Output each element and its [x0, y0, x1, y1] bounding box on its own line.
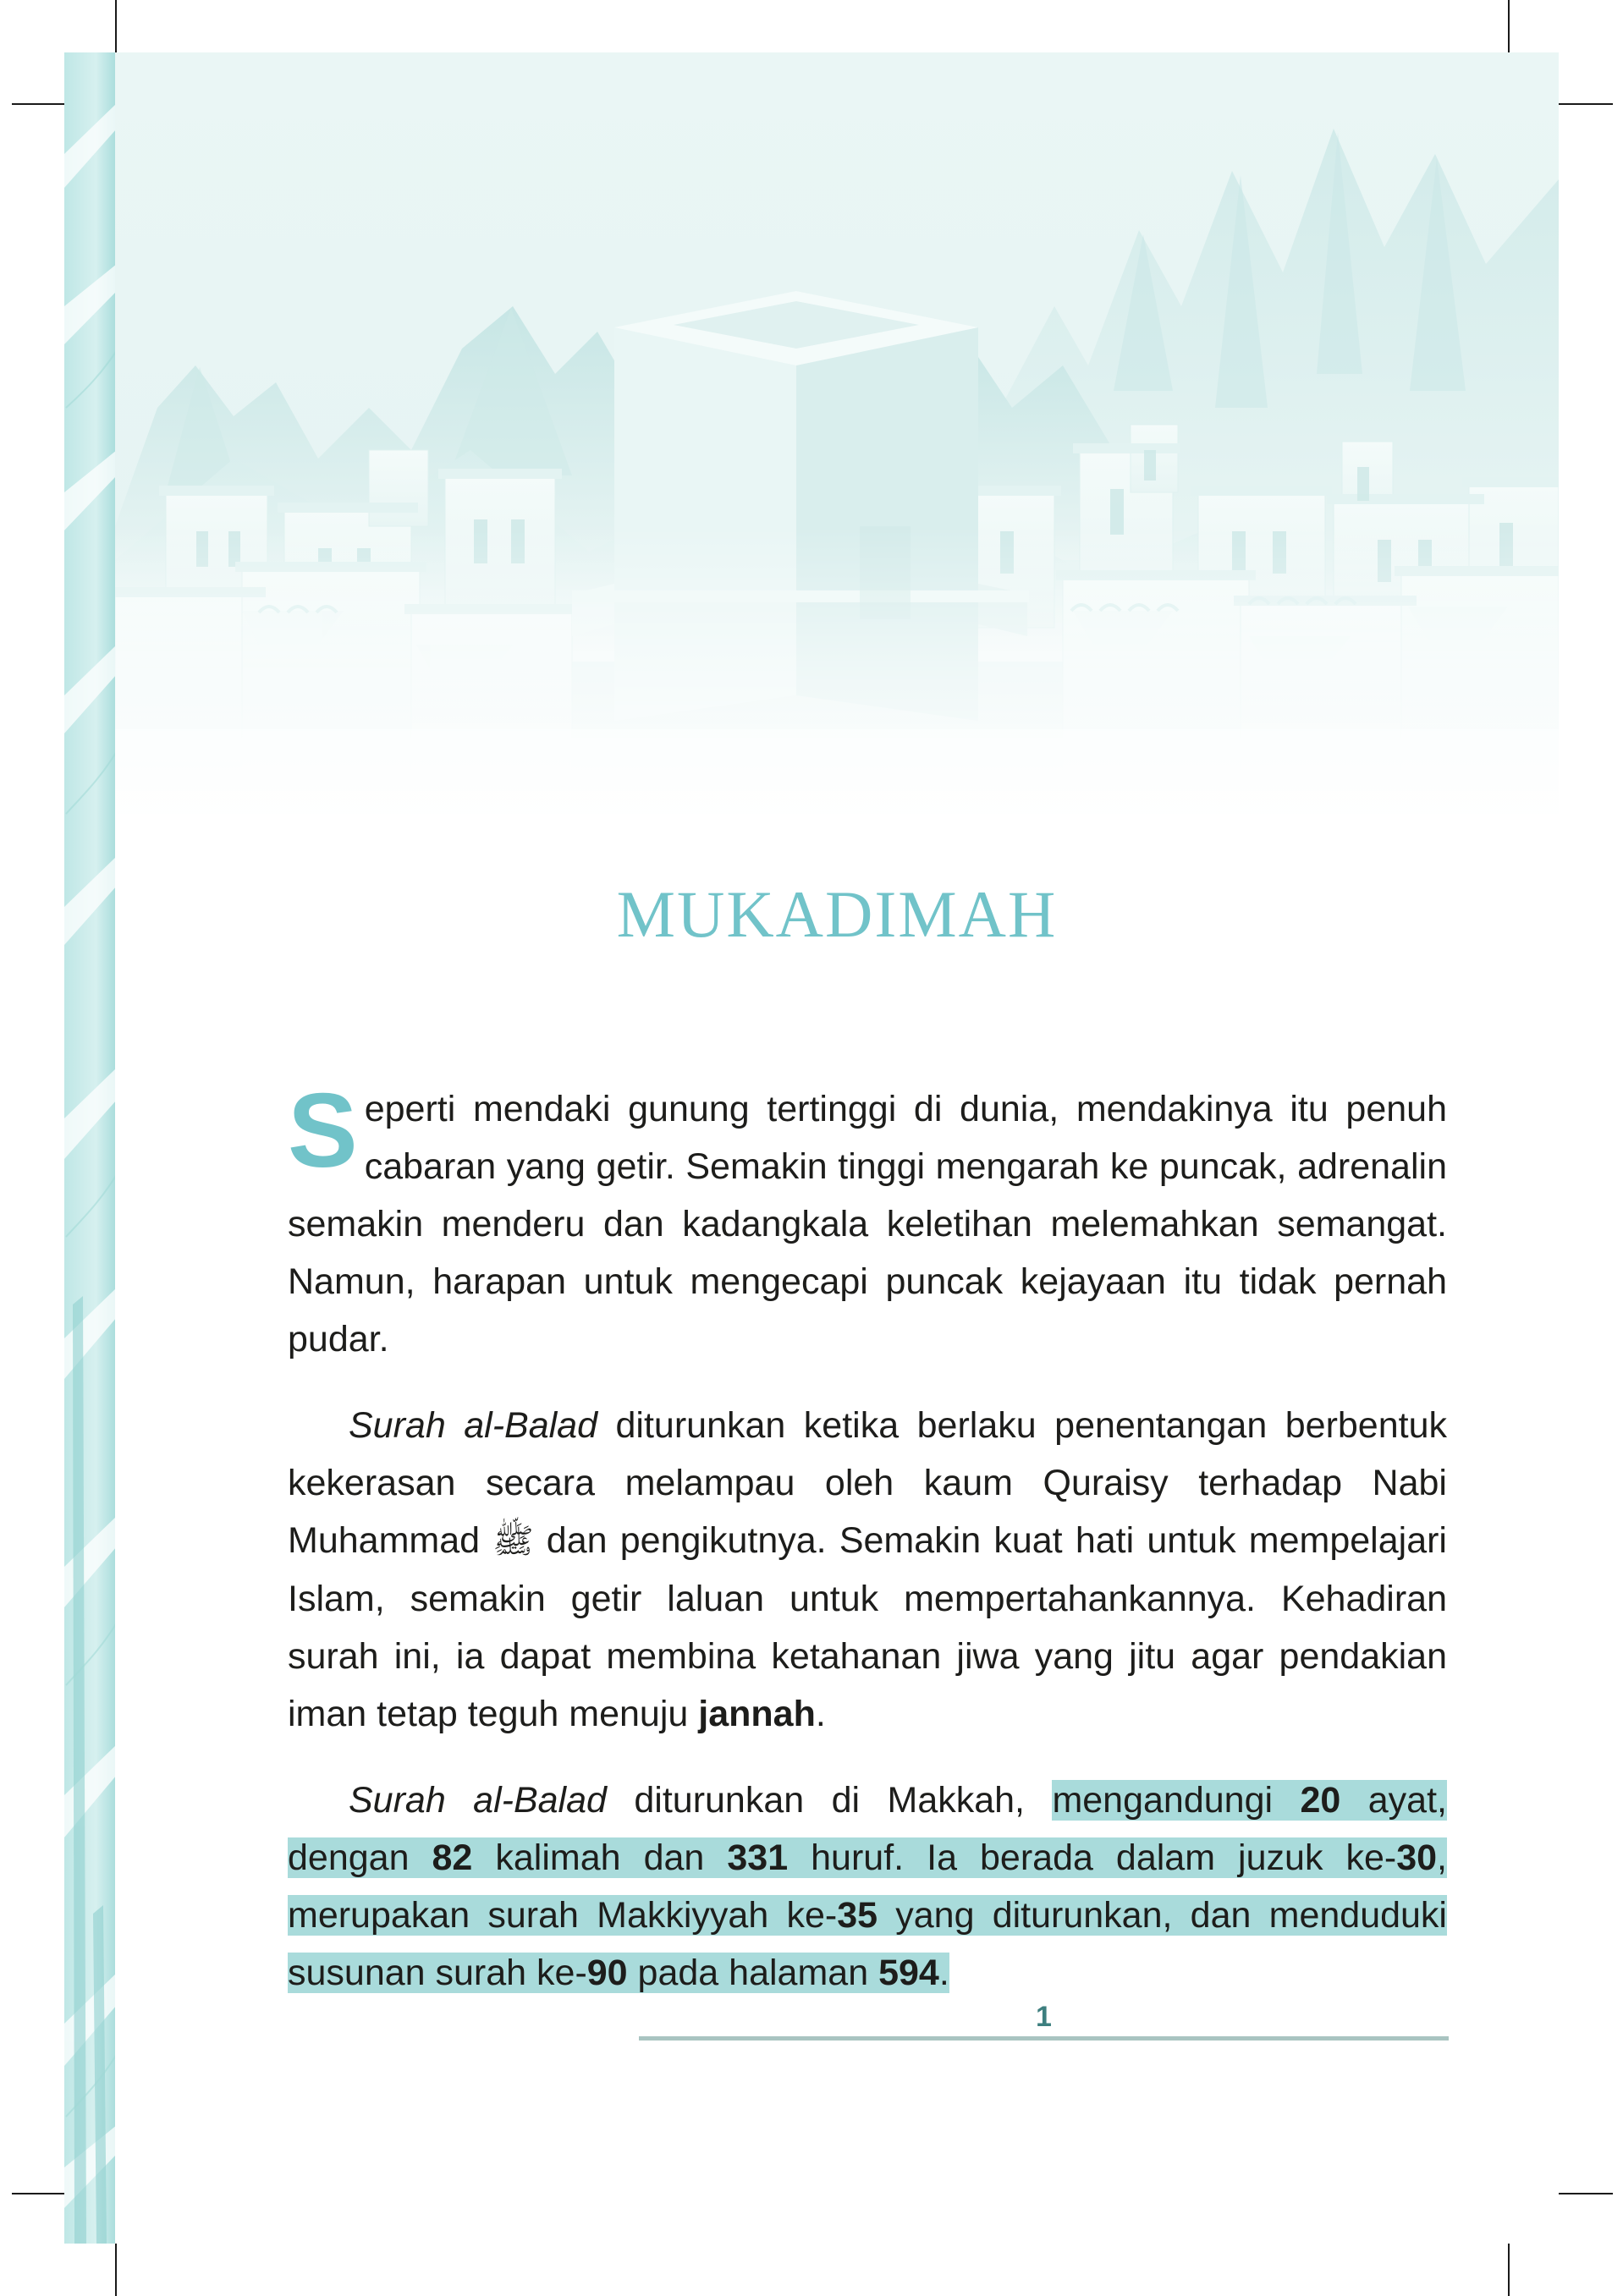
page-title: MUKADIMAH [616, 877, 1058, 951]
jannah-bold: jannah [698, 1694, 816, 1734]
surah-name-italic: Surah al-Balad [349, 1405, 598, 1446]
printed-page [115, 52, 1559, 2244]
crop-mark-bottom-right-vertical [1508, 2244, 1510, 2296]
paragraph-1-text: eperti mendaki gunung tertinggi di dunia, mendakinya itu penuh cabaran yang getir. Semakin tinggi mengarah ke puncak, adrenalin semakin menderu dan kadangkala keletihan melemahkan semangat. Namun, harapan untuk mengecapi puncak kejayaan itu tidak pernah pudar. [288, 1089, 1447, 1359]
paragraph-2-segment-2: dan pengikutnya. Semakin kuat hati untuk mempelajari Islam, semakin getir laluan untuk mempertahankannya. Kehadiran surah ini, ia dapat membina ketahanan jiwa yang jitu agar pendakian iman tetap teguh menuju [288, 1520, 1447, 1734]
crop-mark-bottom-right-horizontal [1559, 2193, 1613, 2194]
juzuk-number: 30 [1396, 1837, 1438, 1878]
sallallahu-alayhi-wasallam-glyph: ﷺ [492, 1523, 534, 1560]
hl-seg-7: pada halaman [627, 1953, 879, 1993]
paragraph-3 [288, 1771, 1447, 2002]
ayat-count: 20 [1300, 1780, 1341, 1821]
header-illustration [115, 52, 1559, 814]
hl-seg-6: yang diturunkan, dan menduduki susunan surah ke- [288, 1895, 1447, 1993]
paragraph-3-segment-1: diturunkan di Makkah, [606, 1780, 1053, 1821]
hl-seg-2: ayat, dengan [288, 1780, 1447, 1878]
page-number: 1 [1036, 2001, 1052, 2033]
crop-mark-top-left-horizontal [12, 103, 66, 105]
hl-seg-3: kalimah dan [472, 1837, 728, 1878]
hl-seg-1: mengandungi [1052, 1780, 1301, 1821]
page-footer [639, 2002, 1449, 2041]
paragraph-2-segment-3: . [815, 1694, 826, 1734]
crop-mark-top-left-vertical [115, 0, 117, 52]
kalimah-count: 82 [432, 1837, 473, 1878]
crop-mark-top-right-horizontal [1559, 103, 1613, 105]
mushaf-page: 594 [878, 1953, 939, 1993]
hl-seg-8: . [938, 1953, 949, 1993]
footer-rule [639, 2036, 1449, 2041]
huruf-count: 331 [727, 1837, 789, 1878]
paragraph-2 [288, 1397, 1447, 1743]
surah-order: 90 [586, 1953, 628, 1993]
paragraph-2-segment-1: diturunkan ketika berlaku penentangan berbentuk kekerasan secara melampau oleh kaum Quraisy terhadap Nabi Muhammad [288, 1405, 1447, 1561]
makkiyyah-order: 35 [837, 1895, 878, 1936]
hl-seg-4: huruf. Ia berada dalam juzuk ke- [788, 1837, 1397, 1878]
crop-mark-top-right-vertical [1508, 0, 1510, 52]
hl-seg-5: , merupakan surah Makkiyyah ke- [288, 1837, 1447, 1936]
left-edge-palm-decoration [64, 52, 117, 2244]
paragraph-1 [288, 1073, 1447, 1368]
body-content [288, 1073, 1447, 2002]
crop-mark-bottom-left-horizontal [12, 2193, 66, 2194]
surah-name-italic-2: Surah al-Balad [349, 1780, 607, 1821]
crop-mark-bottom-left-vertical [115, 2244, 117, 2296]
drop-cap: S [288, 1073, 358, 1189]
